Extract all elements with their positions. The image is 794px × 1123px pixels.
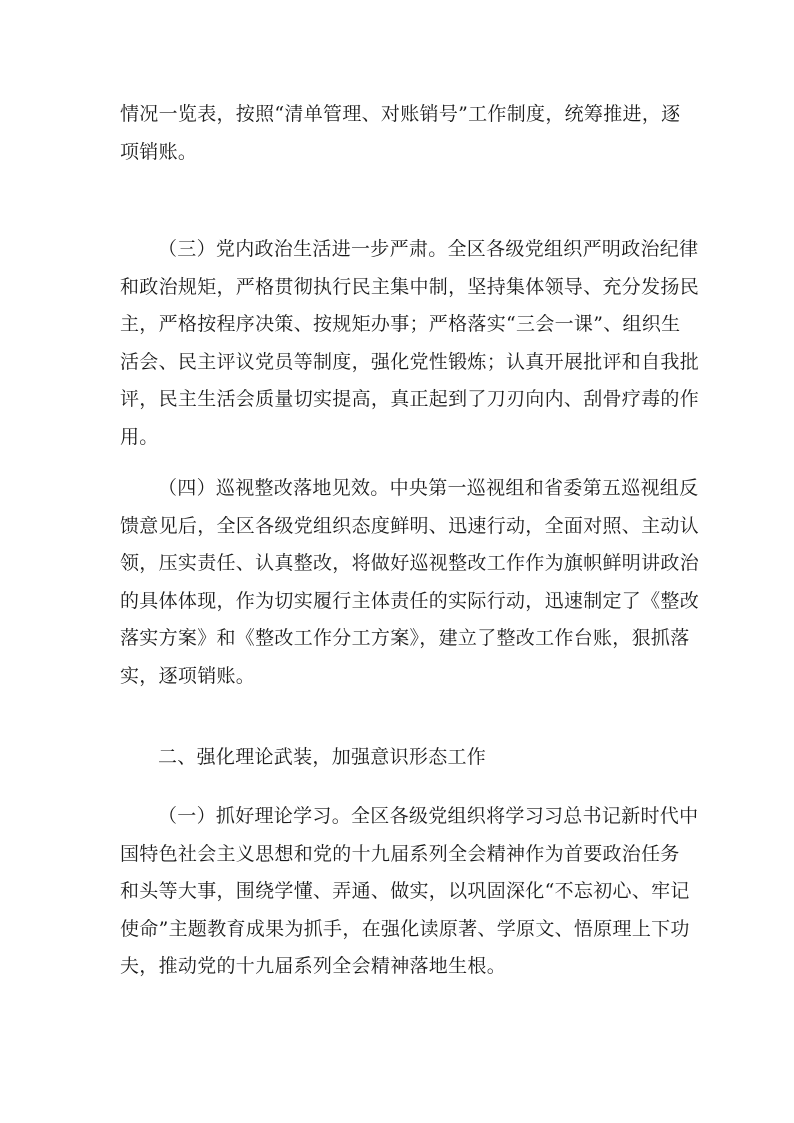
paragraph-theory-study [120,798,699,986]
text-line: 项销账。 [120,140,198,163]
text-line: （三）党内政治生活进一步严肃。全区各级党组织严明政治纪律 [158,238,699,260]
text-line: 领，压实责任、认真整改，将做好巡视整改工作作为旗帜鲜明讲政治 [120,552,700,574]
text-line: 实，逐项销账。 [120,664,256,687]
text-line: 情况一览表，按照“清单管理、对账销号”工作制度，统筹推进，逐 [120,103,681,125]
text-line: （四）巡视整改落地见效。中央第一巡视组和省委第五巡视组反 [158,477,699,499]
text-line: 活会、民主评议党员等制度，强化党性锻炼；认真开展批评和自我批 [120,350,700,373]
paragraph-section-3 [120,231,700,456]
text-line: 主，严格按程序决策、按规矩办事；严格落实“三会一课”、组织生 [120,313,681,335]
paragraph-list-summary [120,96,681,171]
text-line: 和头等大事，围绕学懂、弄通、做实，以巩固深化“不忘初心、牢记 [120,880,690,902]
text-line: 用。 [120,425,159,448]
text-line: 评，民主生活会质量切实提高，真正起到了刀刃向内、刮骨疗毒的作 [120,388,700,410]
text-line: 馈意见后，全区各级党组织态度鲜明、迅速行动，全面对照、主动认 [120,514,700,537]
text-line: 的具体体现，作为切实履行主体责任的实际行动，迅速制定了《整改 [120,589,700,612]
text-line: 和政治规矩，严格贯彻执行民主集中制，坚持集体领导、充分发扬民 [120,275,700,298]
text-line: 使命”主题教育成果为抓手，在强化读原著、学原文、悟原理上下功 [120,917,690,940]
text-line: 夫，推动党的十九届系列全会精神落地生根。 [120,955,507,977]
paragraph-section-4 [120,470,700,695]
section-heading: 二、强化理论武装，加强意识形态工作 [158,746,487,768]
text-line: 落实方案》和《整改工作分工方案》，建立了整改工作台账，狠抓落 [120,627,690,649]
text-line: 国特色社会主义思想和党的十九届系列全会精神作为首要政治任务 [120,842,680,865]
text-line: （一）抓好理论学习。全区各级党组织将学习习总书记新时代中 [158,805,699,827]
